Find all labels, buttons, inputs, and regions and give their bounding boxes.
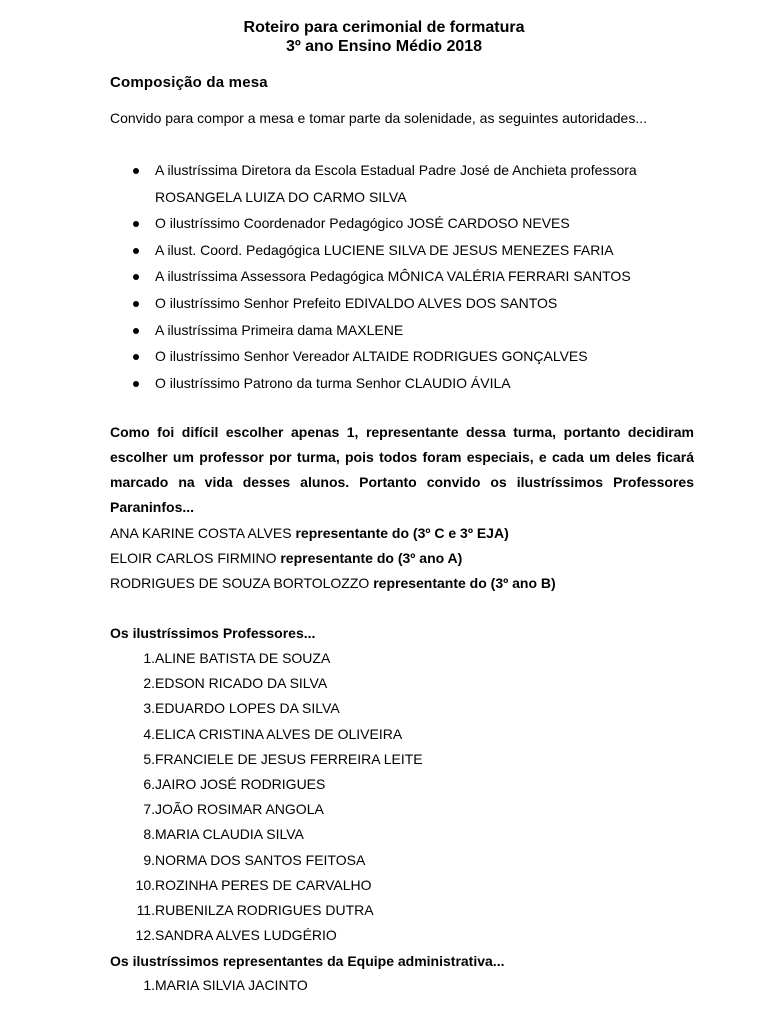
list-item: 8. MARIA CLAUDIA SILVA [143, 826, 304, 843]
paraninfos-paragraph: Como foi difícil escolher apenas 1, representante dessa turma, portanto decidiram escolher um professor por turma, pois todos foram especiais, e cada um deles ficará marcado na vida desses alunos. Portanto convido os ilustríssimos Professores Paraninfos... [110, 424, 694, 515]
paraninfo-rep: ANA KARINE COSTA ALVES representante do (3º C e 3º EJA) [110, 525, 509, 541]
mesa-list [110, 157, 700, 396]
bullet-icon [133, 328, 139, 334]
list-item: 1. ALINE BATISTA DE SOUZA [143, 650, 331, 666]
bullet-icon [133, 354, 139, 360]
bullet-icon [133, 168, 139, 174]
list-item: 9. NORMA DOS SANTOS FEITOSA [143, 851, 366, 868]
section-heading-mesa: Composição da mesa [110, 74, 268, 91]
list-item: 5. FRANCIELE DE JESUS FERREIRA LEITE [143, 750, 423, 767]
bullet-icon [133, 274, 139, 280]
administrativa-list [110, 973, 308, 998]
list-item: O ilustríssimo Senhor Vereador ALTAIDE RODRIGUES GONÇALVES [110, 343, 700, 370]
administrativa-heading: Os ilustríssimos representantes da Equipe administrativa... [110, 953, 505, 969]
list-item: A ilustríssima Primeira dama MAXLENE [110, 317, 700, 344]
professores-list [110, 646, 423, 948]
mesa-intro: Convido para compor a mesa e tomar parte da solenidade, as seguintes autoridades... [110, 110, 647, 126]
list-item: O ilustríssimo Senhor Prefeito EDIVALDO ALVES DOS SANTOS [110, 290, 700, 317]
list-item: 6. JAIRO JOSÉ RODRIGUES [143, 776, 326, 793]
bullet-icon [133, 301, 139, 307]
list-item: 7. JOÃO ROSIMAR ANGOLA [143, 801, 324, 818]
list-item: 11. RUBENILZA RODRIGUES DUTRA [136, 902, 374, 919]
bullet-icon [133, 221, 139, 227]
bullet-icon [133, 381, 139, 387]
list-item: A ilust. Coord. Pedagógica LUCIENE SILVA DE JESUS MENEZES FARIA [110, 237, 700, 264]
document-subtitle: 3º ano Ensino Médio 2018 [285, 38, 483, 55]
list-item: 4. ELICA CRISTINA ALVES DE OLIVEIRA [143, 725, 403, 742]
list-item: 10. ROZINHA PERES DE CARVALHO [135, 876, 372, 893]
list-item: A ilustríssima Diretora da Escola Estadual Padre José de Anchieta professora ROSANGELA LUIZA DO CARMO SILVA [110, 157, 700, 210]
paraninfo-rep: RODRIGUES DE SOUZA BORTOLOZZO representante do (3º ano B) [110, 575, 556, 591]
list-item: 2. EDSON RICADO DA SILVA [143, 675, 328, 692]
list-item: 1. MARIA SILVIA JACINTO [143, 977, 308, 993]
document-title: Roteiro para cerimonial de formatura [243, 19, 525, 36]
list-item: O ilustríssimo Patrono da turma Senhor CLAUDIO ÁVILA [110, 370, 700, 397]
list-item: O ilustríssimo Coordenador Pedagógico JOSÉ CARDOSO NEVES [110, 210, 700, 237]
bullet-icon [133, 248, 139, 254]
paraninfo-rep: ELOIR CARLOS FIRMINO representante do (3º ano A) [110, 550, 463, 566]
professores-heading: Os ilustríssimos Professores... [110, 625, 316, 641]
list-item: 3. EDUARDO LOPES DA SILVA [143, 700, 340, 717]
list-item: A ilustríssima Assessora Pedagógica MÔNICA VALÉRIA FERRARI SANTOS [110, 263, 700, 290]
list-item: 12. SANDRA ALVES LUDGÉRIO [135, 927, 337, 944]
